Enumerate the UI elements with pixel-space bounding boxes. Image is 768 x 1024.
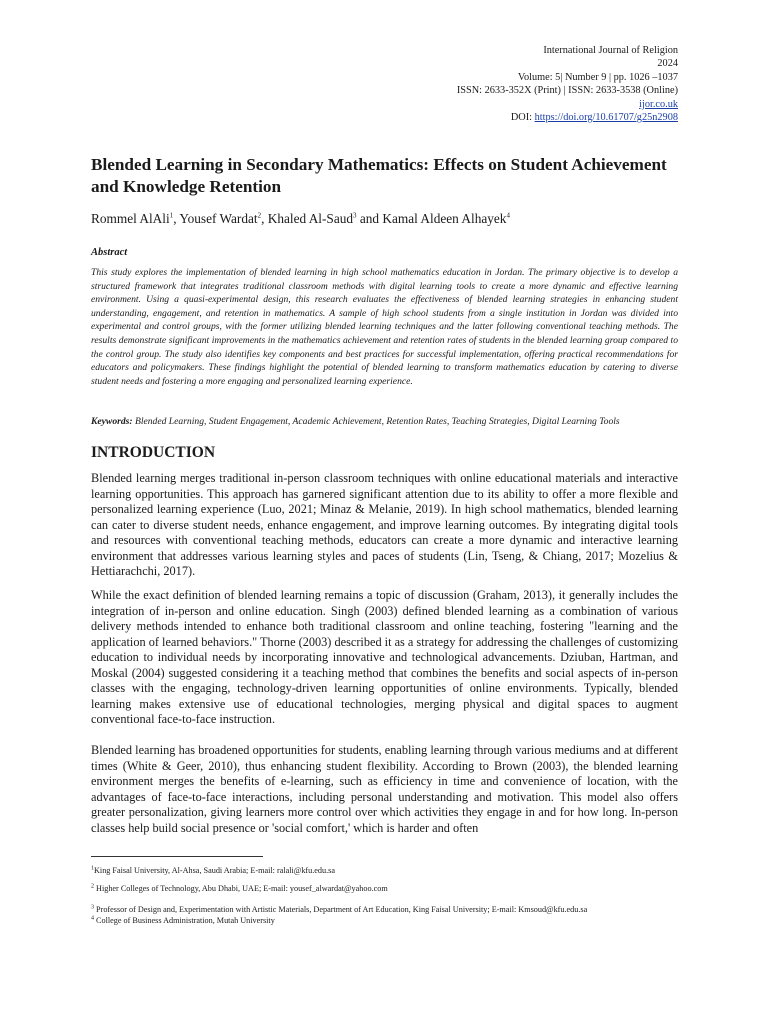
author-affiliation-mark: 4 xyxy=(506,211,510,220)
keywords xyxy=(91,415,691,428)
footnote-text: Professor of Design and, Experimentation with Artistic Materials, Department of Art Education, King Faisal University; E-mail: Kmsoud@kfu.edu.sa xyxy=(94,905,588,914)
footnote-mark: 4 xyxy=(91,915,94,922)
journal-year: 2024 xyxy=(657,58,678,70)
section-heading-introduction: INTRODUCTION xyxy=(91,444,216,461)
author-separator: and xyxy=(356,211,383,226)
doi-label: DOI: xyxy=(510,112,535,124)
doi-line xyxy=(457,111,678,124)
keywords-label: Keywords: xyxy=(91,416,133,427)
footnote-text: King Faisal University, Al-Ahsa, Saudi Arabia; E-mail: ralali@kfu.edu.sa xyxy=(94,866,335,875)
footnote-divider xyxy=(91,856,263,857)
footnote-mark: 3 xyxy=(91,904,94,911)
footnote-mark: 2 xyxy=(91,883,94,890)
author-name: Khaled Al-Saud xyxy=(267,211,354,226)
footnote xyxy=(91,866,335,876)
author-separator: , xyxy=(173,211,180,226)
footnote xyxy=(91,905,587,915)
body-paragraph: While the exact definition of blended learning remains a topic of discussion (Graham, 2013), it generally includes the integration of in-person and online education. Singh (2003) defined blended learning as a combination of various delivery methods intended to enhance both traditional classroom and online teaching, fostering "learning and the application of learned behaviors." Thorne (2003) described it as a strategy for addressing the challenges of customizing education to individual needs by incorporating innovative and technological advancements. Dziuban, Hartman, and Moskal (2004) suggested considering it a teaching method that combines the benefits and social aspects of in-person classes with the engaging, technology-driven learning opportunities of online environments. Typically, blended learning makes extensive use of educational technologies, merging physical and digital spaces to augment conventional face-to-face instruction. xyxy=(91,588,678,726)
keywords-list: Blended Learning, Student Engagement, Academic Achievement, Retention Rates, Teaching Strategies, Digital Learning Tools xyxy=(132,416,620,427)
footnote xyxy=(91,916,275,926)
footnote-text: Higher Colleges of Technology, Abu Dhabi, UAE; E-mail: yousef_alwardat@yahoo.com xyxy=(94,884,388,893)
journal-header xyxy=(457,44,678,124)
journal-name: International Journal of Religion xyxy=(543,45,678,56)
author-name: Kamal Aldeen Alhayek xyxy=(382,211,507,226)
paper-title: Blended Learning in Secondary Mathematics: Effects on Student Achievement and Knowledge Retention xyxy=(91,155,667,196)
author-name: Rommel AlAli xyxy=(91,211,170,226)
volume-info: Volume: 5| Number 9 | pp. 1026 –1037 xyxy=(517,71,678,83)
abstract-text: This study explores the implementation of blended learning in high school mathematics education in Jordan. The primary objective is to develop a structured framework that integrates traditional classroom methods with digital learning tools to create a more dynamic and effective learning environment. Using a quasi-experimental design, this research evaluates the effectiveness of blended learning strategies in enhancing student understanding, engagement, and retention in mathematics. A sample of high school students from a single institution in Jordan was divided into experimental and control groups, with the former utilizing blended learning techniques and the latter following conventional teaching methods. The results demonstrate significant improvements in the mathematics achievement and retention rates of students in the blended learning group compared to the control group. The study also identifies key components and best practices for successful implementation, offering practical recommendations for educators and policymakers. These findings highlight the potential of blended learning to transform mathematics education by catering to diverse student needs and fostering a more engaging and personalized learning experience. xyxy=(91,267,678,387)
body-paragraph: Blended learning has broadened opportunities for students, enabling learning through various mediums and at different times (White & Geer, 2010), thus enhancing student flexibility. According to Brown (2003), the blended learning environment merges the benefits of e-learning, such as efficiency in time and convenience of location, with the advantages of face-to-face interactions, including personal understanding and motivation. This model also offers greater personalization, giving learners more control over which activities they engage in and for how long. In-person classes help build social presence or 'social comfort,' which is harder and often xyxy=(91,743,678,835)
author-affiliation-mark: 1 xyxy=(169,211,174,220)
issn-info: ISSN: 2633-352X (Print) | ISSN: 2633-3538 (Online) xyxy=(456,85,678,97)
body-paragraph: Blended learning merges traditional in-person classroom techniques with online educational materials and interactive learning opportunities. This approach has garnered significant attention due to its ability to offer a more flexible and personalized learning experience (Luo, 2021; Minaz & Melanie, 2019). In high school mathematics, blended learning can cater to diverse student needs, enhance engagement, and improve learning outcomes. By integrating digital tools and resources with conventional teaching methods, educators can create a more dynamic and interactive learning environment that addresses various learning styles and paces of students (Lin, Tseng, & Chiang, 2017; Mozelius & Hettiarachchi, 2017). xyxy=(91,471,678,578)
author-list xyxy=(91,210,510,227)
author-affiliation-mark: 3 xyxy=(353,211,357,220)
footnote xyxy=(91,884,388,894)
author-affiliation-mark: 2 xyxy=(257,211,262,220)
footnote-text: College of Business Administration, Mutah University xyxy=(94,916,275,925)
doi-link[interactable]: https://doi.org/10.61707/g25n2908 xyxy=(534,112,678,124)
author-separator: , xyxy=(261,211,268,226)
footnote-mark: 1 xyxy=(91,865,94,872)
abstract-heading: Abstract xyxy=(91,247,128,258)
journal-site-link[interactable]: ijor.co.uk xyxy=(639,98,678,110)
author-name: Yousef Wardat xyxy=(179,211,258,226)
